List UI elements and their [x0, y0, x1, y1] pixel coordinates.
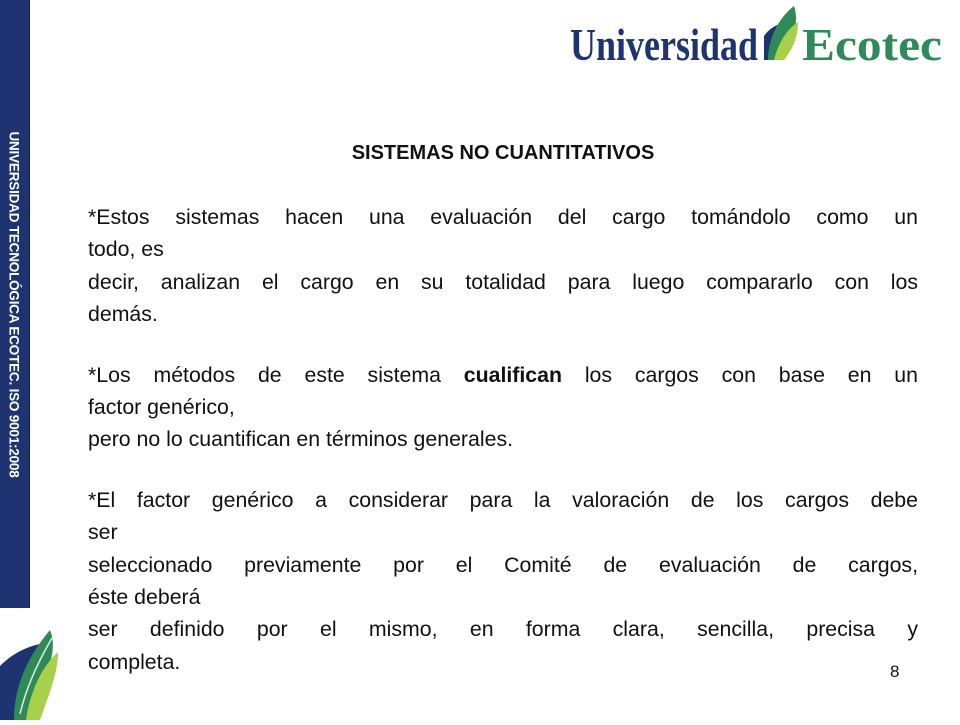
- paragraph-line: demás.: [88, 302, 158, 327]
- paragraph-text: los cargos con base en un: [562, 362, 918, 387]
- slide-title: SISTEMAS NO CUANTITATIVOS: [351, 142, 655, 164]
- leaf-emblem-icon: [0, 596, 60, 720]
- paragraph-line: *El factor genérico a considerar para la valoración de los cargos debe: [88, 487, 918, 512]
- emphasis-text: cualifican: [463, 362, 562, 387]
- paragraph-line: ser definido por el mismo, en forma clara, sencilla, precisa y: [88, 617, 918, 642]
- side-banner: [0, 0, 30, 608]
- university-logo: [568, 2, 946, 72]
- logo-text-universidad: Universidad: [570, 19, 759, 70]
- slide-body: [88, 201, 918, 706]
- paragraph-line: todo, es: [88, 237, 164, 262]
- logo-leaf-icon: [764, 6, 798, 60]
- paragraph-line: *Estos sistemas hacen una evaluación del cargo tomándolo como un: [88, 205, 918, 229]
- page-number: 8: [890, 662, 900, 681]
- paragraph-line: factor genérico,: [88, 395, 235, 420]
- paragraph-3: [88, 484, 918, 678]
- logo-text-ecotec: Ecotec: [802, 19, 942, 70]
- paragraph-2: [88, 359, 918, 456]
- paragraph-line: éste deberá: [88, 585, 201, 610]
- paragraph-line: pero no lo cuantifican en términos generales.: [88, 427, 514, 452]
- paragraph-line: [88, 359, 918, 391]
- side-banner-text: UNIVERSIDAD TECNOLÓGICA ECOTEC. ISO 9001:2008: [7, 130, 22, 478]
- paragraph-line: completa.: [88, 649, 181, 674]
- paragraph-text: *Los métodos de este sistema: [88, 362, 464, 387]
- paragraph-line: decir, analizan el cargo en su totalidad para luego compararlo con los: [88, 269, 918, 294]
- paragraph-1: [88, 201, 918, 331]
- paragraph-line: seleccionado previamente por el Comité de evaluación de cargos,: [88, 552, 918, 577]
- paragraph-line: ser: [88, 520, 118, 545]
